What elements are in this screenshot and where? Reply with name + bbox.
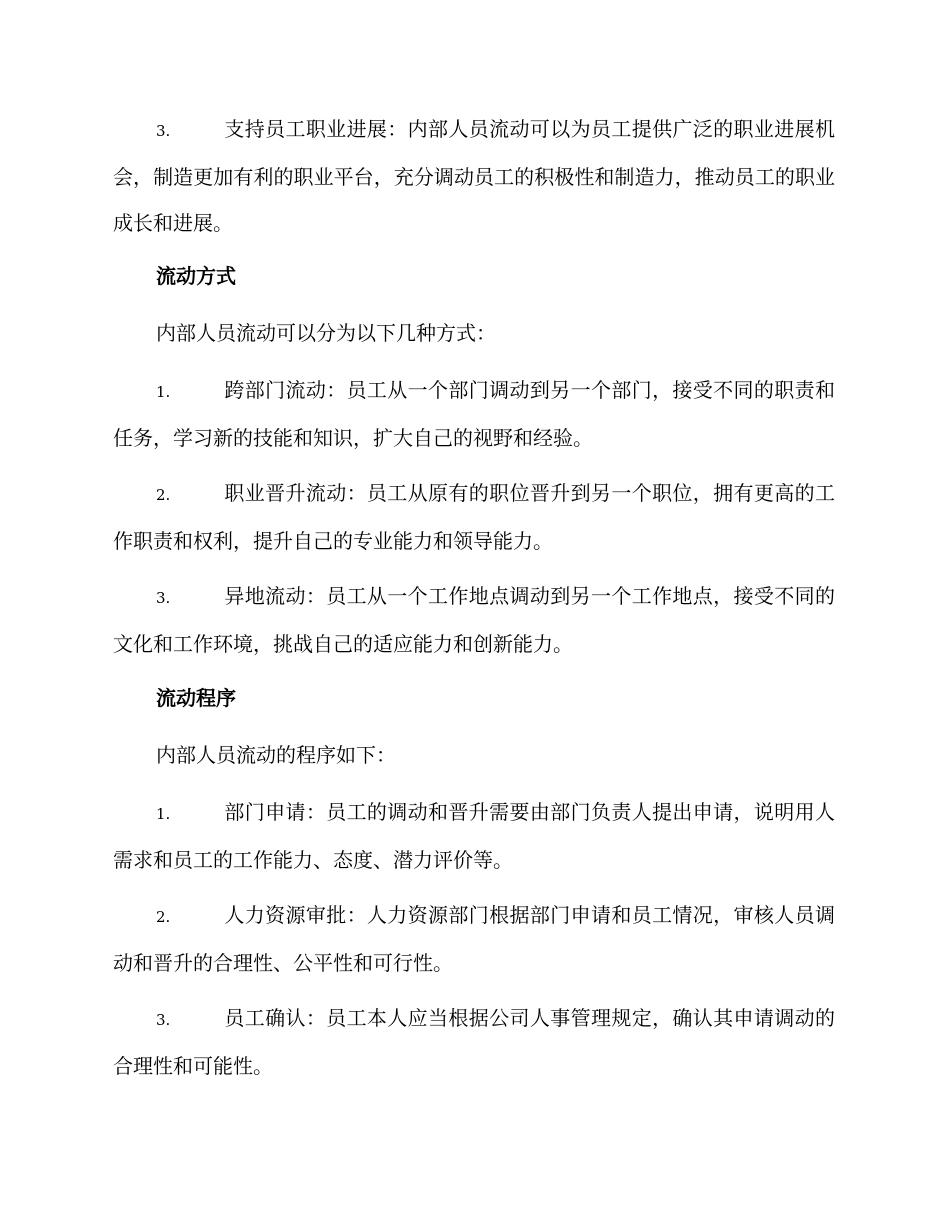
list-item-text: 部门申请：员工的调动和晋升需要由部门负责人提出申请，说明用人需求和员工的工作能力、态度、潜力评价等。 [113,800,835,872]
list-item [113,892,835,986]
list-item-number: 2. [156,908,171,926]
list-item-text: 人力资源审批：人力资源部门根据部门申请和员工情况，审核人员调动和晋升的合理性、公平性和可行性。 [113,903,835,975]
list-item-text: 跨部门流动：员工从一个部门调动到另一个部门，接受不同的职责和任务，学习新的技能和知识，扩大自己的视野和经验。 [113,378,835,450]
list-item-number: 2. [156,486,171,504]
list-item-number: 1. [156,383,171,401]
list-item-text: 支持员工职业进展：内部人员流动可以为员工提供广泛的职业进展机会，制造更加有利的职业平台，充分调动员工的积极性和制造力，推动员工的职业成长和进展。 [113,117,835,235]
section-heading-flow-methods: 流动方式 [156,264,236,288]
list-item [113,789,835,883]
section-heading-flow-procedure: 流动程序 [156,686,236,710]
list-item-number: 1. [156,805,171,823]
list-item [113,995,835,1089]
list-item-text: 员工确认：员工本人应当根据公司人事管理规定，确认其申请调动的合理性和可能性。 [113,1006,835,1078]
list-item-number: 3. [156,122,171,140]
list-item-text: 职业晋升流动：员工从原有的职位晋升到另一个职位，拥有更高的工作职责和权利，提升自己的专业能力和领导能力。 [113,481,835,553]
section-intro: 内部人员流动可以分为以下几种方式： [156,321,496,345]
list-item [113,470,835,564]
section-intro: 内部人员流动的程序如下： [156,743,396,767]
list-item-text: 异地流动：员工从一个工作地点调动到另一个工作地点，接受不同的文化和工作环境，挑战自己的适应能力和创新能力。 [113,584,835,656]
list-item [113,367,835,461]
list-item-number: 3. [156,589,171,607]
list-item [113,106,835,246]
list-item-number: 3. [156,1011,171,1029]
list-item [113,573,835,667]
